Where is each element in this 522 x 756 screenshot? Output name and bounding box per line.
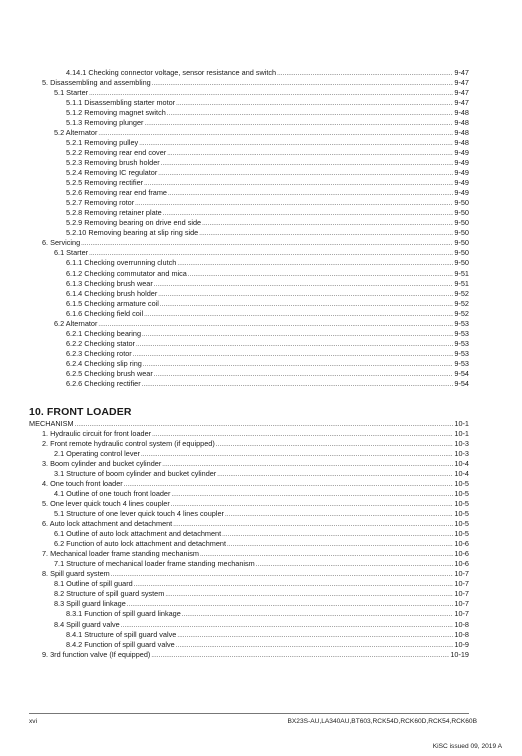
toc-entry[interactable] [66, 279, 469, 289]
toc-entry-title: 9. 3rd function valve (If equipped) [42, 649, 151, 659]
toc-entry[interactable] [66, 289, 469, 299]
toc-entry-title: 5.2.5 Removing rectifier [66, 178, 144, 188]
toc-entry-page: 9-47 [454, 97, 469, 107]
toc-entry-page: 9-48 [454, 107, 469, 117]
toc-entry-title: 6.1.6 Checking field coil [66, 308, 144, 318]
toc-entry-page: 9-50 [454, 228, 469, 238]
toc-entry[interactable] [66, 108, 469, 118]
toc-entry[interactable] [66, 198, 469, 208]
toc-entry[interactable] [66, 118, 469, 128]
toc-entry-title: 2. Front remote hydraulic control system (if equipped) [42, 438, 215, 448]
toc-entry-title: 5.1.2 Removing magnet switch [66, 107, 166, 117]
toc-entry-page: 10-5 [454, 478, 469, 488]
toc-entry-page: 9-49 [454, 147, 469, 157]
toc-entry-page: 10-3 [454, 448, 469, 458]
toc-entry-page: 10-3 [454, 438, 469, 448]
toc-entry[interactable] [54, 529, 469, 539]
toc-entry-title: 6.1.3 Checking brush wear [66, 278, 153, 288]
toc-entry-page: 10-5 [454, 498, 469, 508]
toc-entry-page: 9-50 [454, 198, 469, 208]
toc-entry-title: 6.1.1 Checking overrunning clutch [66, 258, 177, 268]
toc-entry-page: 10-6 [454, 559, 469, 569]
toc-entry-title: 5.1.1 Disassembling starter motor [66, 97, 176, 107]
toc-entry-title: 4.14.1 Checking connector voltage, sensor resistance and switch [66, 67, 277, 77]
toc-entry-title: 3.1 Structure of boom cylinder and bucket cylinder [54, 468, 217, 478]
toc-entry[interactable] [54, 489, 469, 499]
toc-entry[interactable] [42, 429, 469, 439]
toc-entry-page: 9-52 [454, 288, 469, 298]
toc-entry[interactable] [66, 228, 469, 238]
toc-entry-page: 10-7 [454, 569, 469, 579]
toc-entry[interactable] [66, 339, 469, 349]
toc-entry[interactable] [66, 609, 469, 619]
toc-entry-title: 3. Boom cylinder and bucket cylinder [42, 458, 162, 468]
toc-entry-title: 1. Hydraulic circuit for front loader [42, 428, 152, 438]
toc-entry-page: 9-49 [454, 178, 469, 188]
toc-entry-title: 5.2.2 Removing rear end cover [66, 147, 167, 157]
toc-entry-page: 9-50 [454, 238, 469, 248]
toc-entry-title: 5.2.8 Removing retainer plate [66, 208, 162, 218]
toc-entry[interactable] [66, 640, 469, 650]
toc-entry-page: 10-4 [454, 458, 469, 468]
toc-entry[interactable] [54, 128, 469, 138]
toc-entry-page: 9-47 [454, 67, 469, 77]
toc-entry[interactable] [66, 258, 469, 268]
toc-entry[interactable] [54, 539, 469, 549]
toc-entry-page: 10-5 [454, 529, 469, 539]
toc-entry-page: 9-47 [454, 87, 469, 97]
toc-entry-page: 9-54 [454, 369, 469, 378]
toc-entry-page: 10-5 [454, 488, 469, 498]
toc-entry-title: 7.1 Structure of mechanical loader frame standing mechanism [54, 559, 255, 569]
toc-entry-title: 8.1 Outline of spill guard [54, 579, 133, 589]
toc-entry[interactable] [54, 449, 469, 459]
toc-entry-page: 10-7 [454, 609, 469, 619]
toc-entry-title: 5.2.1 Removing pulley [66, 137, 139, 147]
toc-entry[interactable] [42, 238, 469, 248]
toc-entry[interactable] [42, 479, 469, 489]
toc-entry[interactable] [66, 359, 469, 369]
toc-entry-page: 9-47 [454, 77, 469, 87]
toc-entry[interactable] [54, 319, 469, 329]
toc-entry-page: 10-7 [454, 589, 469, 599]
toc-entry[interactable] [54, 509, 469, 519]
toc-entry-title: 5.2.3 Removing brush holder [66, 157, 160, 167]
toc-entry-page: 10-7 [454, 579, 469, 589]
footer-models: BX23S-AU,LA340AU,BT603,RCK54D,RCK60D,RCK54,RCK60B [287, 718, 477, 725]
toc-entry-page: 10-7 [454, 599, 469, 609]
toc-entry-page: 9-52 [454, 298, 469, 308]
toc-entry[interactable] [66, 269, 469, 279]
toc-entry-title: 6.2 Function of auto lock attachment and detachment [54, 539, 226, 549]
toc-entry-page: 9-50 [454, 258, 469, 268]
toc-entry-title: 6.2.4 Checking slip ring [66, 358, 142, 368]
toc-entry-page: 9-53 [454, 348, 469, 358]
toc-entry-page: 10-4 [454, 468, 469, 478]
toc-entry-page: 10-6 [454, 549, 469, 559]
toc-entry-page: 9-53 [454, 338, 469, 348]
footer-issued: KiSC issued 09, 2019 A [432, 743, 502, 750]
toc-entry[interactable] [66, 299, 469, 309]
toc-entry[interactable] [66, 369, 469, 379]
toc-entry-page: 10-9 [454, 639, 469, 649]
toc-entry-title: 5.2.4 Removing IC regulator [66, 168, 158, 177]
toc-entry-title: 6.1.5 Checking armature coil [66, 298, 159, 308]
toc-entry[interactable] [42, 549, 469, 559]
toc-entry-page: 9-49 [454, 157, 469, 167]
toc-entry-title: 6.1.2 Checking commutator and mica [66, 268, 187, 278]
footer-page-number: xvi [29, 718, 38, 725]
toc-entry-page: 9-53 [454, 358, 469, 368]
toc-entry[interactable] [66, 379, 469, 389]
toc-entry[interactable] [42, 459, 469, 469]
toc-entry-page: 9-50 [454, 218, 469, 228]
toc-entry-page: 10-19 [450, 649, 469, 659]
toc-entry-page: 9-53 [454, 328, 469, 338]
toc-entry[interactable] [66, 98, 469, 108]
toc-entry-title: 5.2 Alternator [54, 127, 98, 137]
toc-entry[interactable] [54, 589, 469, 599]
toc-entry-page: 9-48 [454, 117, 469, 127]
toc-entry-title: 5.1 Structure of one lever quick touch 4 lines coupler [54, 508, 224, 518]
toc-entry-page: 9-48 [454, 137, 469, 147]
toc-entry[interactable] [54, 579, 469, 589]
toc-entry[interactable] [42, 650, 469, 660]
toc-entry[interactable] [54, 88, 469, 98]
toc-entry[interactable] [29, 419, 469, 429]
toc-entry-title: 4. One touch front loader [42, 478, 123, 488]
toc-entry[interactable] [66, 188, 469, 198]
toc-entry[interactable] [66, 158, 469, 168]
toc-entry-page: 10-8 [454, 629, 469, 639]
dot-leader [151, 651, 449, 661]
toc-entry-title: 5.2.6 Removing rear end frame [66, 188, 167, 198]
toc-entry-page: 9-54 [454, 379, 469, 389]
toc-entry-page: 10-1 [454, 428, 469, 438]
toc-entry-page: 9-53 [454, 318, 469, 328]
toc-entry-title: 6.1 Starter [54, 248, 89, 258]
toc-entry-page: 10-5 [454, 519, 469, 528]
toc-entry[interactable] [66, 349, 469, 359]
toc-entry-title: 5.2.10 Removing bearing at slip ring side [66, 228, 199, 238]
toc-entry-page: 9-51 [454, 268, 469, 278]
toc-entry-title: MECHANISM [29, 418, 74, 428]
toc-entry-title: 6.2.5 Checking brush wear [66, 369, 153, 378]
toc-entry[interactable] [66, 138, 469, 148]
toc-entry-title: 5. One lever quick touch 4 lines coupler [42, 498, 170, 508]
toc-entry-page: 9-49 [454, 188, 469, 198]
toc-entry[interactable] [66, 178, 469, 188]
footer-divider [29, 713, 469, 714]
toc-entry-title: 6.1.4 Checking brush holder [66, 288, 158, 298]
toc-entry-title: 6.2.6 Checking rectifier [66, 379, 141, 389]
toc-entry-title: 8.2 Structure of spill guard system [54, 589, 165, 599]
toc-entry-page: 10-1 [454, 418, 469, 428]
toc-entry[interactable] [66, 630, 469, 640]
toc-entry-page: 9-48 [454, 127, 469, 137]
toc-entry[interactable] [42, 439, 469, 449]
toc-entry-title: 6.2.3 Checking rotor [66, 348, 132, 358]
toc-entry[interactable] [54, 248, 469, 258]
toc-entry-title: 5.2.9 Removing bearing on drive end side [66, 218, 202, 228]
toc-entry-title: 6. Auto lock attachment and detachment [42, 519, 173, 528]
toc-entry-title: 8.4 Spill guard valve [54, 619, 120, 629]
toc-entry-title: 5.1 Starter [54, 87, 89, 97]
toc-entry-page: 9-50 [454, 248, 469, 258]
toc-entry-title: 8. Spill guard system [42, 569, 110, 579]
toc-entry[interactable] [66, 168, 469, 178]
toc-entry-title: 6.1 Outline of auto lock attachment and detachment [54, 529, 222, 539]
toc-entry[interactable] [42, 569, 469, 579]
toc-entry-title: 6. Servicing [42, 238, 81, 248]
toc-entry[interactable] [66, 309, 469, 319]
toc-entry-title: 8.4.1 Structure of spill guard valve [66, 629, 177, 639]
section-heading: 10. FRONT LOADER [29, 406, 132, 418]
toc-entry-page: 9-49 [454, 168, 469, 177]
toc-entry-page: 10-5 [454, 508, 469, 518]
toc-entry-page: 9-52 [454, 308, 469, 318]
toc-entry-title: 2.1 Operating control lever [54, 448, 140, 458]
dot-leader [142, 380, 454, 390]
toc-entry[interactable] [66, 68, 469, 78]
toc-entry-title: 6.2 Alternator [54, 318, 98, 328]
toc-entry[interactable] [66, 208, 469, 218]
toc-entry-page: 10-6 [454, 539, 469, 549]
toc-entry[interactable] [66, 148, 469, 158]
toc-entry-page: 10-8 [454, 619, 469, 629]
toc-entry[interactable] [54, 620, 469, 630]
toc-entry-page: 9-51 [454, 278, 469, 288]
toc-entry-title: 4.1 Outline of one touch front loader [54, 488, 171, 498]
toc-entry-title: 5. Disassembling and assembling [42, 77, 151, 87]
toc-entry[interactable] [54, 469, 469, 479]
toc-entry-title: 7. Mechanical loader frame standing mechanism [42, 549, 199, 559]
toc-entry[interactable] [54, 599, 469, 609]
toc-entry-title: 5.1.3 Removing plunger [66, 117, 144, 127]
toc-entry[interactable] [42, 519, 469, 529]
toc-entry[interactable] [66, 218, 469, 228]
toc-entry-title: 6.2.1 Checking bearing [66, 328, 142, 338]
toc-entry-title: 6.2.2 Checking stator [66, 338, 135, 348]
toc-entry-title: 8.3.1 Function of spill guard linkage [66, 609, 181, 619]
toc-entry[interactable] [66, 329, 469, 339]
toc-entry-title: 8.3 Spill guard linkage [54, 599, 126, 609]
toc-entry-title: 5.2.7 Removing rotor [66, 198, 135, 208]
toc-entry[interactable] [54, 559, 469, 569]
toc-entry[interactable] [42, 78, 469, 88]
toc-entry[interactable] [42, 499, 469, 509]
toc-entry-page: 9-50 [454, 208, 469, 218]
toc-entry-title: 8.4.2 Function of spill guard valve [66, 639, 175, 649]
